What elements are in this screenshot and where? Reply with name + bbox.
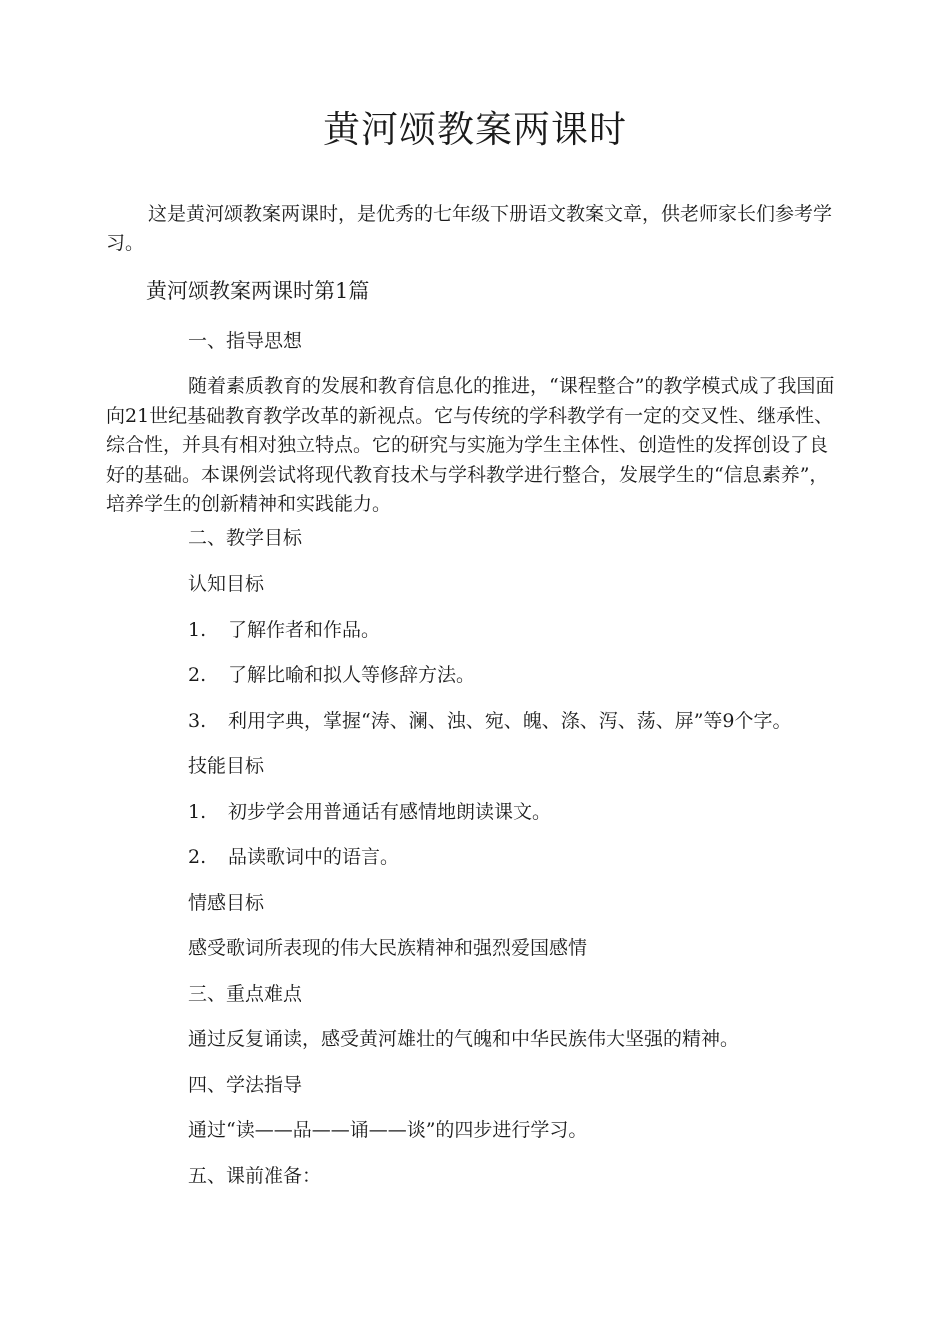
document-title: 黄河颂教案两课时 [323, 108, 627, 151]
heading-key-difficulties: 三、重点难点 [188, 983, 303, 1005]
key-difficulties-text: 通过反复诵读，感受黄河雄壮的气魄和中华民族伟大坚强的精神。 [188, 1028, 740, 1050]
list-number: 1. [188, 801, 207, 823]
list-item [188, 843, 399, 871]
list-number: 1. [188, 619, 207, 641]
list-text: 了解比喻和拟人等修辞方法。 [228, 664, 476, 686]
list-item [188, 707, 792, 735]
list-item [188, 798, 551, 826]
intro-paragraph: 这是黄河颂教案两课时，是优秀的七年级下册语文教案文章，供老师家长们参考学习。 [106, 203, 833, 254]
heading-skill-goals: 技能目标 [188, 755, 265, 777]
heading-cognitive-goals: 认知目标 [188, 573, 265, 595]
heading-emotion-goals: 情感目标 [188, 892, 265, 914]
heading-teaching-goals: 二、教学目标 [188, 527, 303, 549]
list-text: 了解作者和作品。 [228, 619, 381, 641]
list-number: 2. [188, 846, 207, 868]
list-text: 品读歌词中的语言。 [228, 846, 400, 868]
study-guidance-text: 通过“读——品——诵——谈”的四步进行学习。 [188, 1119, 588, 1141]
list-text: 利用字典，掌握“涛、澜、浊、宛、魄、涤、泻、荡、屏”等9个字。 [228, 710, 792, 732]
heading-guiding-ideology: 一、指导思想 [188, 330, 303, 352]
list-number: 2. [188, 664, 207, 686]
list-item [188, 616, 380, 644]
guiding-ideology-paragraph: 随着素质教育的发展和教育信息化的推进，“课程整合”的教学模式成了我国面向21世纪基础教育教学改革的新视点。它与传统的学科教学有一定的交叉性、继承性、综合性，并具有相对独立特点。它的研究与实施为学生主体性、创造性的发挥创设了良好的基础。本课例尝试将现代教育技术与学科教学进行整合，发展学生的“信息素养”，培养学生的创新精神和实践能力。 [106, 375, 835, 515]
section-title: 黄河颂教案两课时第1篇 [146, 279, 370, 303]
emotion-goal-text: 感受歌词所表现的伟大民族精神和强烈爱国感情 [188, 937, 588, 959]
list-number: 3. [188, 710, 207, 732]
list-item [188, 661, 475, 689]
heading-study-guidance: 四、学法指导 [188, 1074, 303, 1096]
list-text: 初步学会用普通话有感情地朗读课文。 [228, 801, 552, 823]
heading-preparation: 五、课前准备： [188, 1165, 322, 1187]
